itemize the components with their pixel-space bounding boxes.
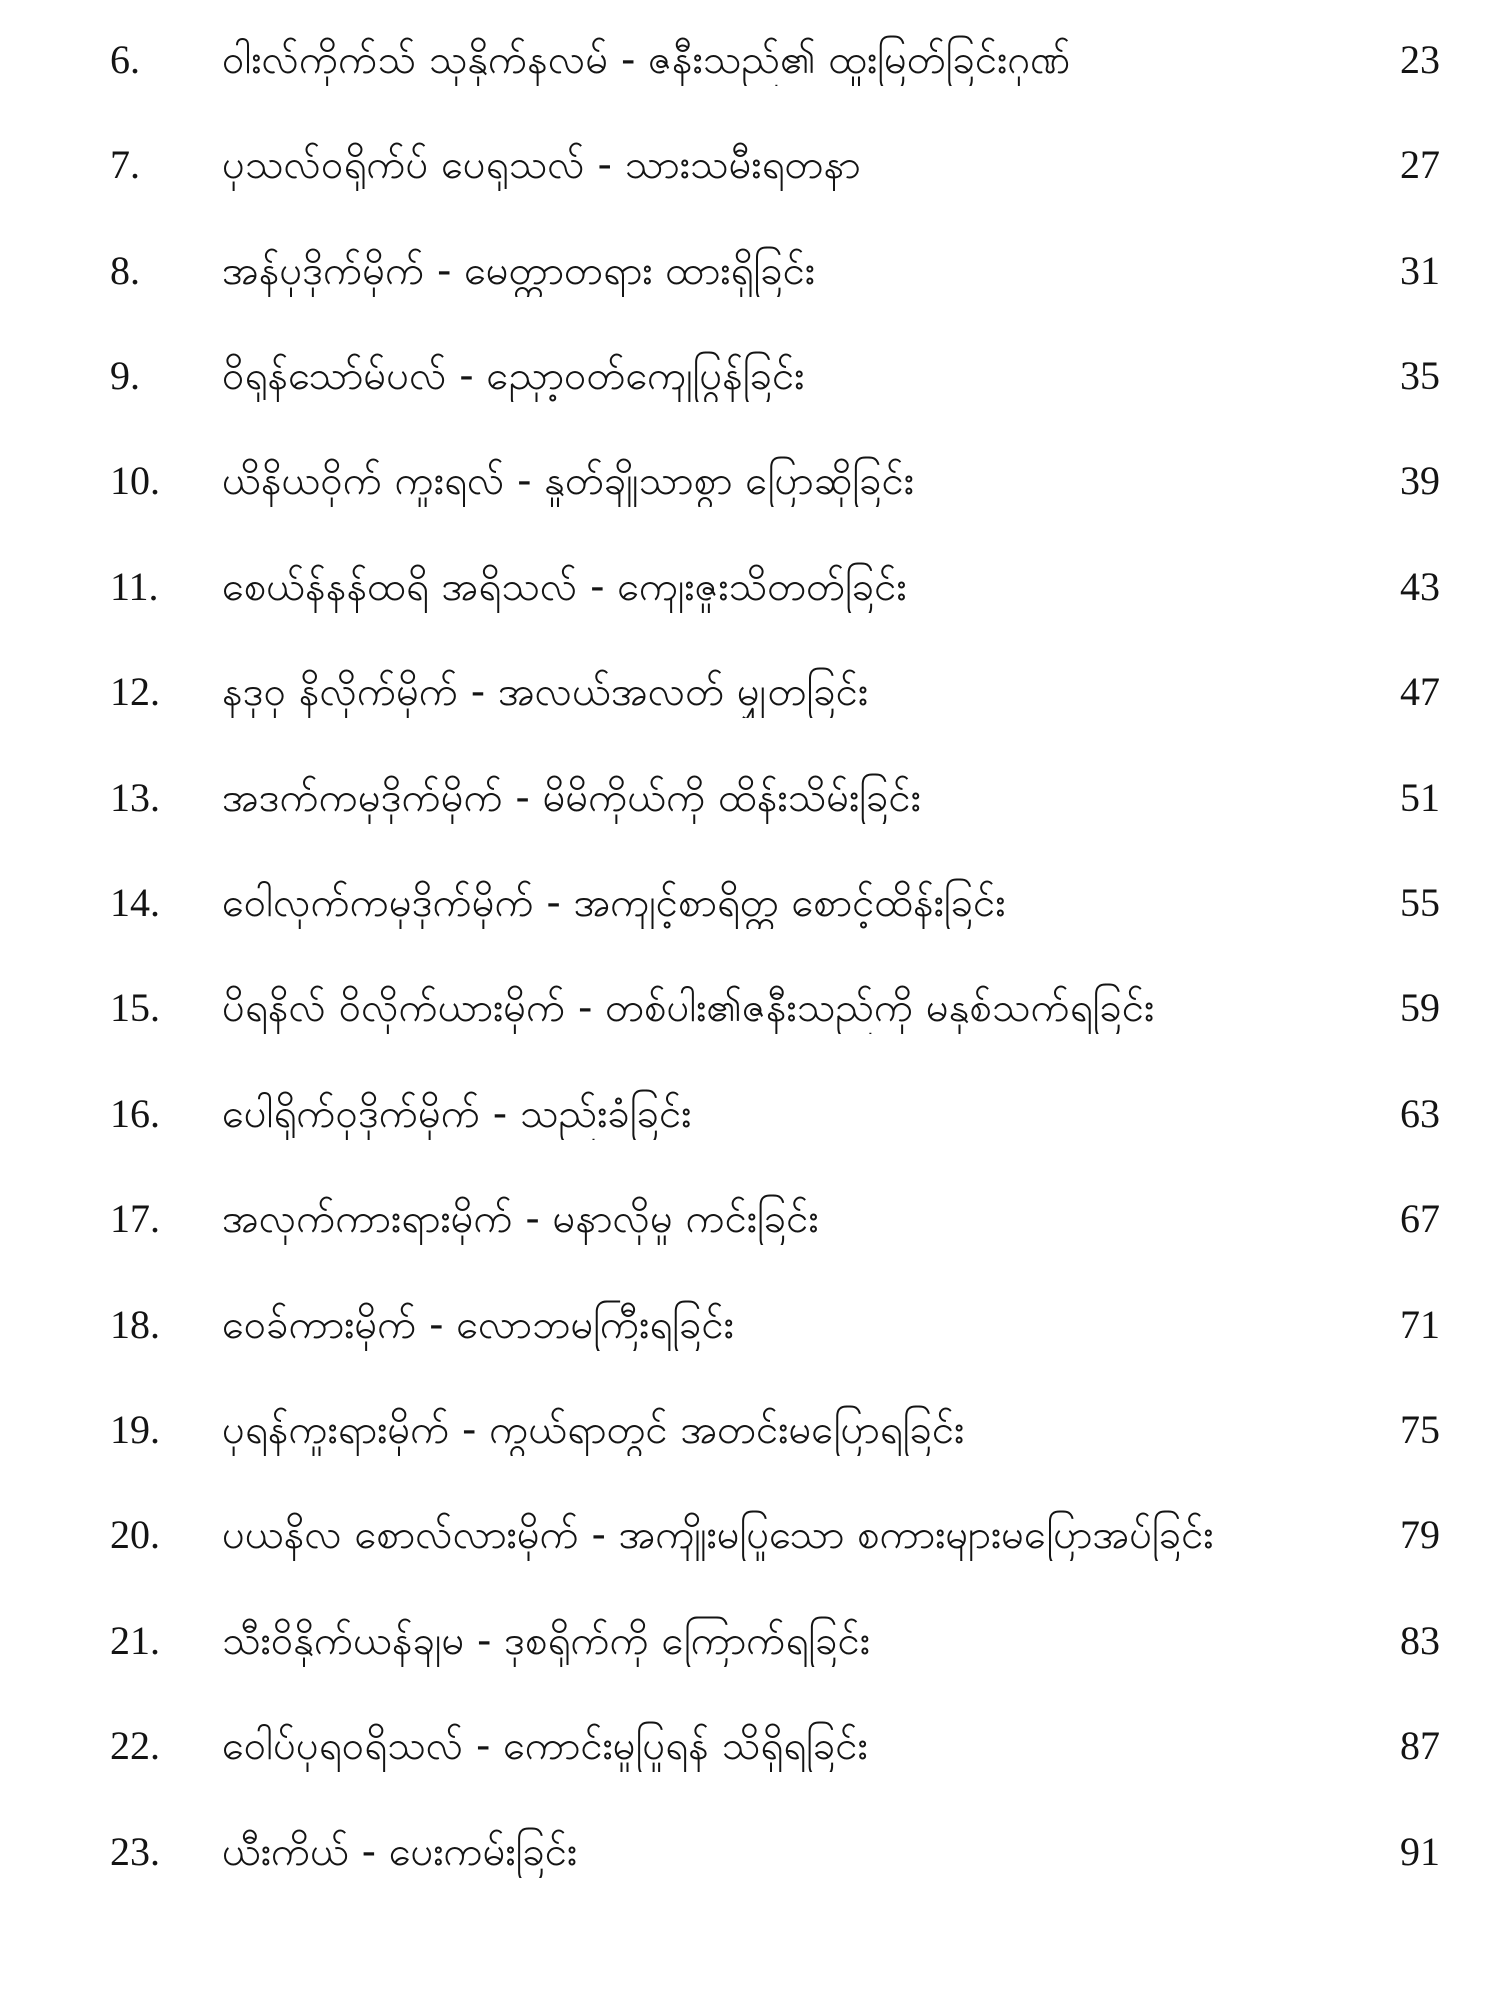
entry-page-number: 39 — [1400, 458, 1440, 503]
toc-entry — [0, 1179, 1500, 1259]
toc-entry — [0, 547, 1500, 627]
entry-number: 11. — [110, 564, 159, 609]
entry-page-number: 67 — [1400, 1196, 1440, 1241]
entry-title: အဒက်ကမုဒိုက်မိုက် - မိမိကိုယ်ကို ထိန်းသိမ်းခြင်း — [222, 775, 921, 821]
entry-page-number: 71 — [1400, 1302, 1440, 1347]
entry-number: 17. — [110, 1196, 160, 1241]
entry-number: 6. — [110, 37, 140, 82]
entry-page-number: 55 — [1400, 880, 1440, 925]
toc-entry — [0, 125, 1500, 205]
entry-title: ယိနိယဝိုက် ကူးရလ် - နူတ်ချိုသာစွာ ပြောဆိုခြင်း — [222, 458, 914, 504]
entry-page-number: 87 — [1400, 1723, 1440, 1768]
entry-title: ပေါရိုက်ဝုဒိုက်မိုက် - သည်းခံခြင်း — [222, 1091, 692, 1137]
entry-page-number: 75 — [1400, 1407, 1440, 1452]
entry-number: 12. — [110, 669, 160, 714]
toc-entry — [0, 1390, 1500, 1470]
entry-title: ဝေါပ်ပုရဝရိသလ် - ကောင်းမှုပြုရန် သိရှိရခြင်း — [222, 1723, 868, 1769]
entry-title: ပယနိလ စောလ်လားမိုက် - အကျိုးမပြုသော စကားများမပြောအပ်ခြင်း — [222, 1512, 1214, 1558]
entry-number: 22. — [110, 1723, 160, 1768]
entry-page-number: 63 — [1400, 1091, 1440, 1136]
entry-title: ပုသလ်ဝရိုက်ပ် ပေရုသလ် - သားသမီးရတနာ — [222, 142, 861, 188]
toc-entry — [0, 20, 1500, 100]
entry-page-number: 83 — [1400, 1618, 1440, 1663]
entry-number: 10. — [110, 458, 160, 503]
toc-entry — [0, 1285, 1500, 1365]
entry-number: 18. — [110, 1302, 160, 1347]
entry-page-number: 59 — [1400, 985, 1440, 1030]
toc-entry — [0, 1074, 1500, 1154]
entry-title: ပိရနိလ် ဝိလိုက်ယားမိုက် - တစ်ပါး၏ဇနီးသည်ကို မနှစ်သက်ရခြင်း — [222, 985, 1155, 1031]
toc-entry — [0, 652, 1500, 732]
entry-page-number: 31 — [1400, 248, 1440, 293]
entry-title: ပုရန်ကူးရားမိုက် - ကွယ်ရာတွင် အတင်းမပြောရခြင်း — [222, 1407, 965, 1453]
entry-number: 21. — [110, 1618, 160, 1663]
toc-entry — [0, 863, 1500, 943]
toc-entry — [0, 1812, 1500, 1892]
entry-page-number: 51 — [1400, 775, 1440, 820]
entry-number: 9. — [110, 353, 140, 398]
toc-entry — [0, 441, 1500, 521]
toc-entry — [0, 336, 1500, 416]
entry-title: နဒုဝု နိလိုက်မိုက် - အလယ်အလတ် မျှတခြင်း — [222, 669, 869, 715]
entry-number: 14. — [110, 880, 160, 925]
entry-page-number: 35 — [1400, 353, 1440, 398]
entry-number: 20. — [110, 1512, 160, 1557]
entry-title: ဝေခ်ကားမိုက် - လောဘမကြီးရခြင်း — [222, 1302, 734, 1348]
entry-page-number: 47 — [1400, 669, 1440, 714]
toc-entry — [0, 1706, 1500, 1786]
entry-title: ဝိရုန်သော်မ်ပလ် - ညှော့ဝတ်ကျေပြွန်ခြင်း — [222, 353, 805, 399]
entry-number: 16. — [110, 1091, 160, 1136]
entry-title: ယီးကိယ် - ပေးကမ်းခြင်း — [222, 1829, 578, 1875]
toc-entry — [0, 968, 1500, 1048]
entry-title: အလုက်ကားရားမိုက် - မနာလိုမှု ကင်းခြင်း — [222, 1196, 819, 1242]
entry-page-number: 43 — [1400, 564, 1440, 609]
entry-page-number: 79 — [1400, 1512, 1440, 1557]
toc-entry — [0, 758, 1500, 838]
entry-title: သီးဝိနိုက်ယန်ချမ - ဒုစရိုက်ကို ကြောက်ရခြင်း — [222, 1618, 870, 1664]
entry-number: 13. — [110, 775, 160, 820]
entry-number: 15. — [110, 985, 160, 1030]
entry-title: ဝါးလ်ကိုက်သ် သုနိုက်နလမ် - ဇနီးသည်၏ ထူးမြတ်ခြင်းဂုဏ် — [222, 37, 1071, 83]
entry-page-number: 27 — [1400, 142, 1440, 187]
entry-title: အန်ပုဒိုက်မိုက် - မေတ္တာတရား ထားရှိခြင်း — [222, 248, 816, 294]
entry-title: စေယ်န်နန်ထရိ အရိသလ် - ကျေးဇူးသိတတ်ခြင်း — [222, 564, 907, 610]
entry-number: 7. — [110, 142, 140, 187]
toc-entry — [0, 231, 1500, 311]
entry-number: 19. — [110, 1407, 160, 1452]
entry-page-number: 91 — [1400, 1829, 1440, 1874]
entry-page-number: 23 — [1400, 37, 1440, 82]
toc-entry — [0, 1601, 1500, 1681]
entry-number: 23. — [110, 1829, 160, 1874]
entry-title: ဝေါလုက်ကမုဒိုက်မိုက် - အကျင့်စာရိတ္တ စောင့်ထိန်းခြင်း — [222, 880, 1006, 926]
toc-entry — [0, 1495, 1500, 1575]
entry-number: 8. — [110, 248, 140, 293]
